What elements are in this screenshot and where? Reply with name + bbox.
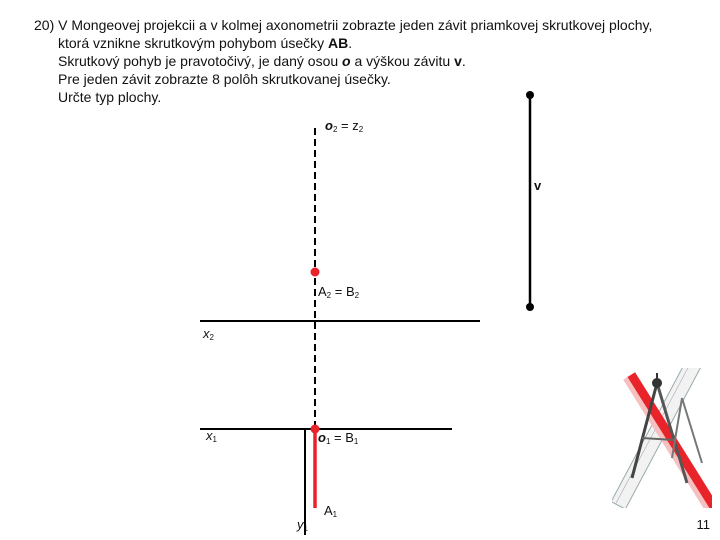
label-o1-b1: $o_1 = B_1$ xyxy=(318,430,359,446)
problem-line-1: 20) V Mongeovej projekcii a v kolmej axonometrii zobrazte jeden závit priamkovej skrutkovej plochy, xyxy=(34,17,653,33)
point-a2-b2 xyxy=(311,268,320,277)
label-y1: $y_1$ xyxy=(297,517,308,533)
problem-line-2: ktorá vznikne skrutkovým pohybom úsečky AB. xyxy=(58,35,353,51)
label-o2-z2: $o_2 = z_2$ xyxy=(325,118,364,134)
problem-line-5: Určte typ plochy. xyxy=(58,89,162,105)
problem-line-4: Pre jeden závit zobrazte 8 polôh skrutkovanej úsečky. xyxy=(58,71,391,87)
drafting-tools-image xyxy=(612,368,712,508)
page-number: 11 xyxy=(696,517,710,532)
axis-o-name: o xyxy=(342,53,351,69)
height-v-name: v xyxy=(454,53,462,69)
height-v-bottom-point xyxy=(526,303,534,311)
problem-line-3: Skrutkový pohyb je pravotočivý, je daný osou o a výškou závitu v. xyxy=(58,53,466,69)
label-a2-b2: $A_2 = B_2$ xyxy=(318,284,360,300)
label-x2: $x_2$ xyxy=(203,326,214,342)
segment-ab-name: AB xyxy=(328,35,349,51)
label-a1: $A_1$ xyxy=(324,503,338,519)
label-v: v xyxy=(534,178,542,193)
label-x1: $x_1$ xyxy=(206,428,217,444)
height-v-top-point xyxy=(526,91,534,99)
